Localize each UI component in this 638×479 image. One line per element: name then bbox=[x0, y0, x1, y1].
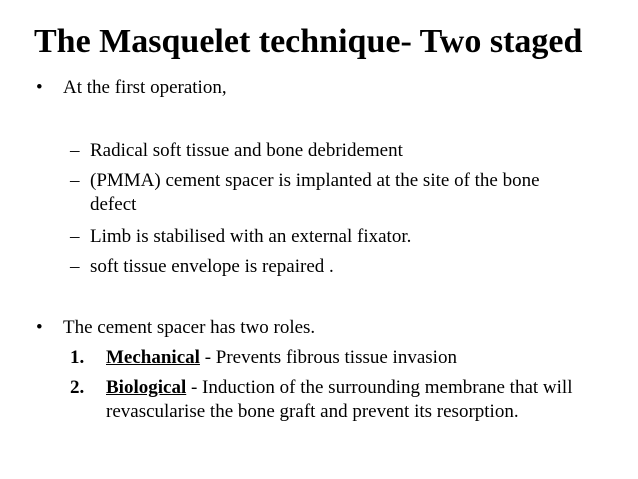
dash-mark: – bbox=[70, 170, 80, 191]
dash-mark: – bbox=[70, 256, 80, 277]
sub-item-text: Radical soft tissue and bone debridement bbox=[90, 140, 403, 161]
bullet-mark: • bbox=[36, 317, 43, 338]
sub-item-text: Limb is stabilised with an external fixator. bbox=[90, 226, 412, 247]
role-keyword: Biological bbox=[106, 377, 187, 398]
dash-mark: – bbox=[70, 226, 80, 247]
role-number: 2. bbox=[70, 377, 85, 398]
bullet-text: At the first operation, bbox=[63, 77, 227, 98]
role-keyword: Mechanical bbox=[106, 347, 200, 368]
sub-item-text: (PMMA) cement spacer is implanted at the site of the bone bbox=[90, 170, 540, 191]
sub-item-text: soft tissue envelope is repaired . bbox=[90, 256, 334, 277]
slide-title: The Masquelet technique- Two staged bbox=[34, 23, 583, 60]
role-description: - Induction of the surrounding membrane that will bbox=[186, 377, 573, 398]
sub-item-text-continued: defect bbox=[90, 194, 137, 215]
role-text bbox=[106, 376, 572, 400]
role-number: 1. bbox=[70, 347, 85, 368]
bullet-mark: • bbox=[36, 77, 43, 98]
role-description: - Prevents fibrous tissue invasion bbox=[199, 347, 457, 368]
role-text bbox=[106, 346, 457, 370]
role-description-continued: revascularise the bone graft and prevent its resorption. bbox=[106, 401, 519, 422]
dash-mark: – bbox=[70, 140, 80, 161]
bullet-text: The cement spacer has two roles. bbox=[63, 317, 316, 338]
